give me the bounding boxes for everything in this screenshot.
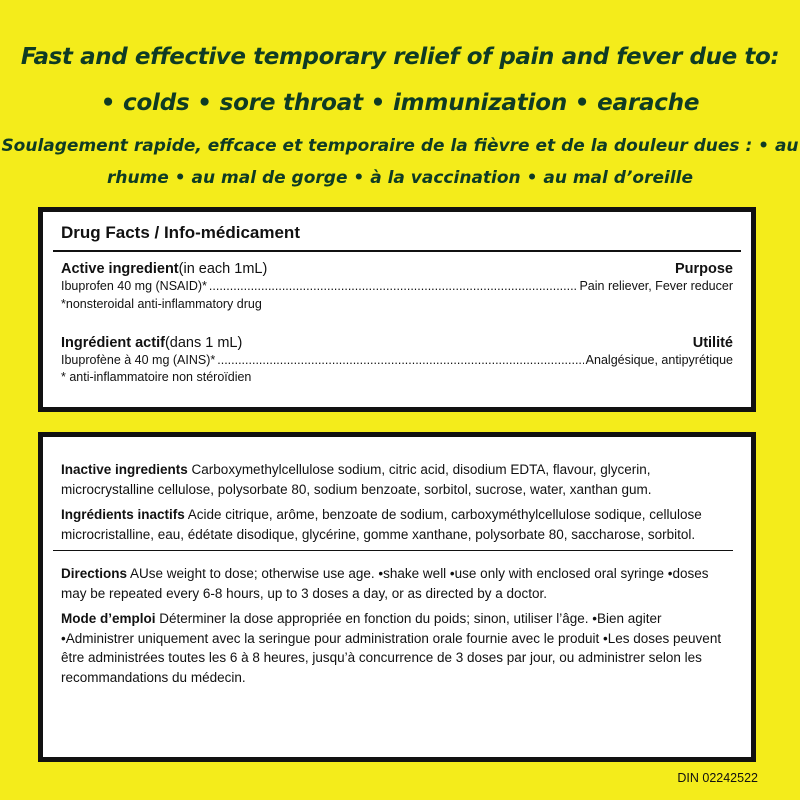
inactive-ingredients-label-en: Inactive ingredients [61,462,188,477]
footnote-en: *nonsteroidal anti-inflammatory drug [61,297,262,311]
headline-en-line1: Fast and effective temporary relief of pain and fever due to: [20,44,780,70]
directions-text-fr: Déterminer la dose appropriée en fonction du poids; sinon, utiliser l’âge. •Bien agiter •Administrer uniquement avec la seringue pour administration orale fournie avec le produit •Les doses peuvent être administrées toutes les 6 à 8 heures, jusqu’à concurrence de 3 doses par jour, ou administrer selon les recommandations du médecin. [61,611,722,685]
headline-en-line2: • colds • sore throat • immunization • earache [100,90,700,116]
active-ingredient-suffix-en: (in each 1mL) [178,261,268,277]
drug-facts-panel [38,207,756,412]
active-ingredient-row-en [61,279,733,293]
headline-fr-line2: rhume • au mal de gorge • à la vaccination • au mal d’oreille [106,168,694,188]
ingredient-fr: Ibuprofène à 40 mg (AINS)* [61,353,216,367]
purpose-label-en: Purpose [674,261,733,277]
inactive-ingredients-en [61,460,733,499]
active-ingredient-label-fr: Ingrédient actif [61,335,165,351]
leader-dots-en [209,279,578,293]
active-ingredient-header-en [61,261,733,277]
purpose-fr: Analgésique, antipyrétique [585,353,733,367]
purpose-label-fr: Utilité [692,335,733,351]
active-ingredient-suffix-fr: (dans 1 mL) [164,335,243,351]
headline-fr-line1: Soulagement rapide, effcace et temporaire de la fièvre et de la douleur dues : • au [1,136,799,156]
active-ingredient-header-fr [61,335,733,351]
directions-label-fr: Mode d’emploi [61,611,156,626]
footnote-en-row [61,297,733,311]
active-ingredient-row-fr [61,353,733,367]
inactive-ingredients-text-en: Carboxymethylcellulose sodium, citric acid, disodium EDTA, flavour, glycerin, microcrystalline cellulose, polysorbate 80, sodium benzoate, sorbitol, sucrose, water, xanthan gum. [61,462,652,497]
inactive-ingredients-fr [61,505,733,544]
ingredients-directions-panel [38,432,756,762]
purpose-en: Pain reliever, Fever reducer [579,279,733,293]
section-divider [53,550,733,551]
directions-text-en: AUse weight to dose; otherwise use age. •shake well •use only with enclosed oral syringe •doses may be repeated every 6-8 hours, up to 3 doses a day, or as directed by a doctor. [61,566,709,601]
footnote-fr-row [61,370,733,384]
drug-facts-rule [53,250,741,252]
directions-en [61,564,733,603]
ingredient-en: Ibuprofen 40 mg (NSAID)* [61,279,207,293]
leader-dots-fr [217,353,583,367]
inactive-ingredients-label-fr: Ingrédients inactifs [61,507,185,522]
active-ingredient-label-en: Active ingredient [61,261,179,277]
footnote-fr: * anti-inflammatoire non stéroïdien [61,370,252,384]
directions-label-en: Directions [61,566,128,581]
din-number: DIN 02242522 [677,771,758,785]
inactive-ingredients-text-fr: Acide citrique, arôme, benzoate de sodium, carboxyméthylcellulose sodique, cellulose microcristalline, eau, édétate disodique, glycérine, gomme xanthane, polysorbate 80, saccharose, sorbitol. [61,507,702,542]
drug-facts-title: Drug Facts / Info-médicament [61,223,300,242]
directions-fr [61,609,733,687]
